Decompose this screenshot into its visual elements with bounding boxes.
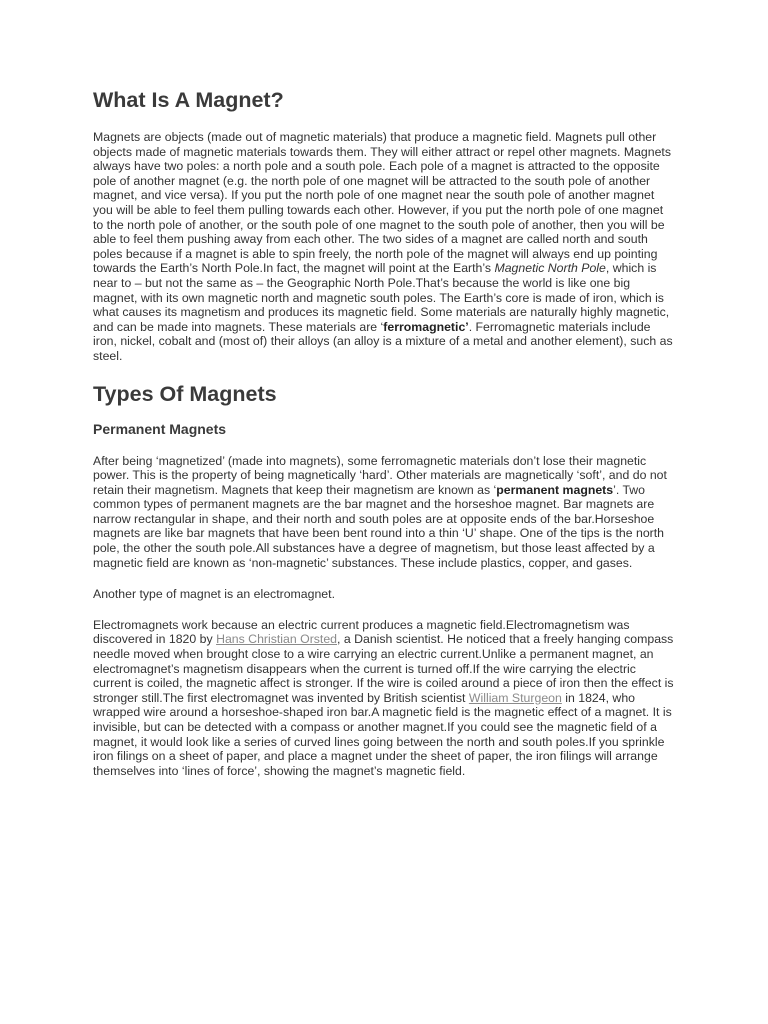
link-william-sturgeon[interactable]: William Sturgeon <box>468 690 562 705</box>
intro-text-3: . Ferromagnetic materials include iron, nickel, cobalt and (most of) their alloys (an alloy is a mixture of a metal and another element), such as steel. <box>93 319 673 363</box>
electro-text-3: in 1824, who wrapped wire around a horseshoe-shaped iron bar.A magnetic field is the magnetic effect of a magnet. It is invisible, but can be detected with a compass or another magnet.If you could see the magnetic field of a magnet, it would look like a series of curved lines going between the north and south poles.If you sprinkle iron filings on a sheet of paper, and place a magnet under the sheet of paper, the iron filings will arrange themselves into ‘lines of force’, showing the magnet’s magnetic field. <box>93 690 672 778</box>
page-title: What Is A Magnet? <box>93 88 284 112</box>
subsection-title-permanent: Permanent Magnets <box>93 420 227 437</box>
another-type-paragraph: Another type of magnet is an electromagnet. <box>93 587 335 602</box>
intro-paragraph <box>93 130 676 364</box>
permanent-text-2: ’. Two common types of permanent magnets are the bar magnet and the horseshoe magnet. Bar magnets are narrow rectangular in shape, and their north and south poles are at opposite ends of the bar.Horseshoe magnets are like bar magnets that have been bent round into a thin ‘U’ shape. One of the tips is the north pole, the other the south pole.All substances have a degree of magnetism, but those least affected by a magnetic field are known as ‘non-magnetic’ substances. These include plastics, copper, and gases. <box>93 482 665 570</box>
electromagnet-paragraph <box>93 618 676 779</box>
intro-bold-term: ferromagnetic’ <box>383 319 469 334</box>
intro-text-1: Magnets are objects (made out of magnetic materials) that produce a magnetic field. Magnets pull other objects made of magnetic materials towards them. They will either attract or repel other magnets. Magnets always have two poles: a north pole and a south pole. Each pole of a magnet is attracted to the opposite pole of another magnet (e.g. the north pole of one magnet will be attracted to the south pole of another magnet, and vice versa). If you put the north pole of one magnet near the south pole of another magnet you will be able to feel them pulling towards each other. However, if you put the north pole of one magnet to the north pole of another, or the south pole of one magnet to the south pole of another, then you will be able to feel them pushing away from each other. The two sides of a magnet are called north and south poles because if a magnet is able to spin freely, the north pole of the magnet will always end up pointing towards the Earth’s North Pole.In fact, the magnet will point at the Earth’s <box>93 130 671 276</box>
document-page <box>93 86 676 778</box>
intro-italic-term: Magnetic North Pole <box>494 261 606 276</box>
electro-text-2: , a Danish scientist. He noticed that a freely hanging compass needle moved when brought close to a wire carrying an electric current.Unlike a permanent magnet, an electromagnet’s magnetism disappears when the current is turned off.If the wire carrying the electric current is coiled, the magnetic affect is stronger. If the wire is coiled around a piece of iron then the effect is stronger still.The first electromagnet was invented by British scientist <box>93 632 674 705</box>
permanent-text-1: After being ‘magnetized’ (made into magnets), some ferromagnetic materials don’t lose their magnetic power. This is the property of being magnetically ‘hard’. Other materials are magnetically ‘soft’, and do not retain their magnetism. Magnets that keep their magnetism are known as ‘ <box>93 453 667 497</box>
electro-text-1: Electromagnets work because an electric current produces a magnetic field.Electromagnetism was discovered in 1820 by <box>93 617 630 647</box>
intro-text-2: , which is near to – but not the same as – the Geographic North Pole.That’s because the world is like one big magnet, with its own magnetic north and magnetic south poles. The Earth’s core is made of iron, which is what causes its magnetism and produces its magnetic field. Some materials are naturally highly magnetic, and can be made into magnets. These materials are ‘ <box>93 261 670 334</box>
link-hans-christian-orsted[interactable]: Hans Christian Orsted <box>216 632 338 647</box>
section-title-types: Types Of Magnets <box>93 381 277 406</box>
permanent-paragraph <box>93 454 676 571</box>
permanent-bold-term: permanent magnets <box>496 482 614 497</box>
